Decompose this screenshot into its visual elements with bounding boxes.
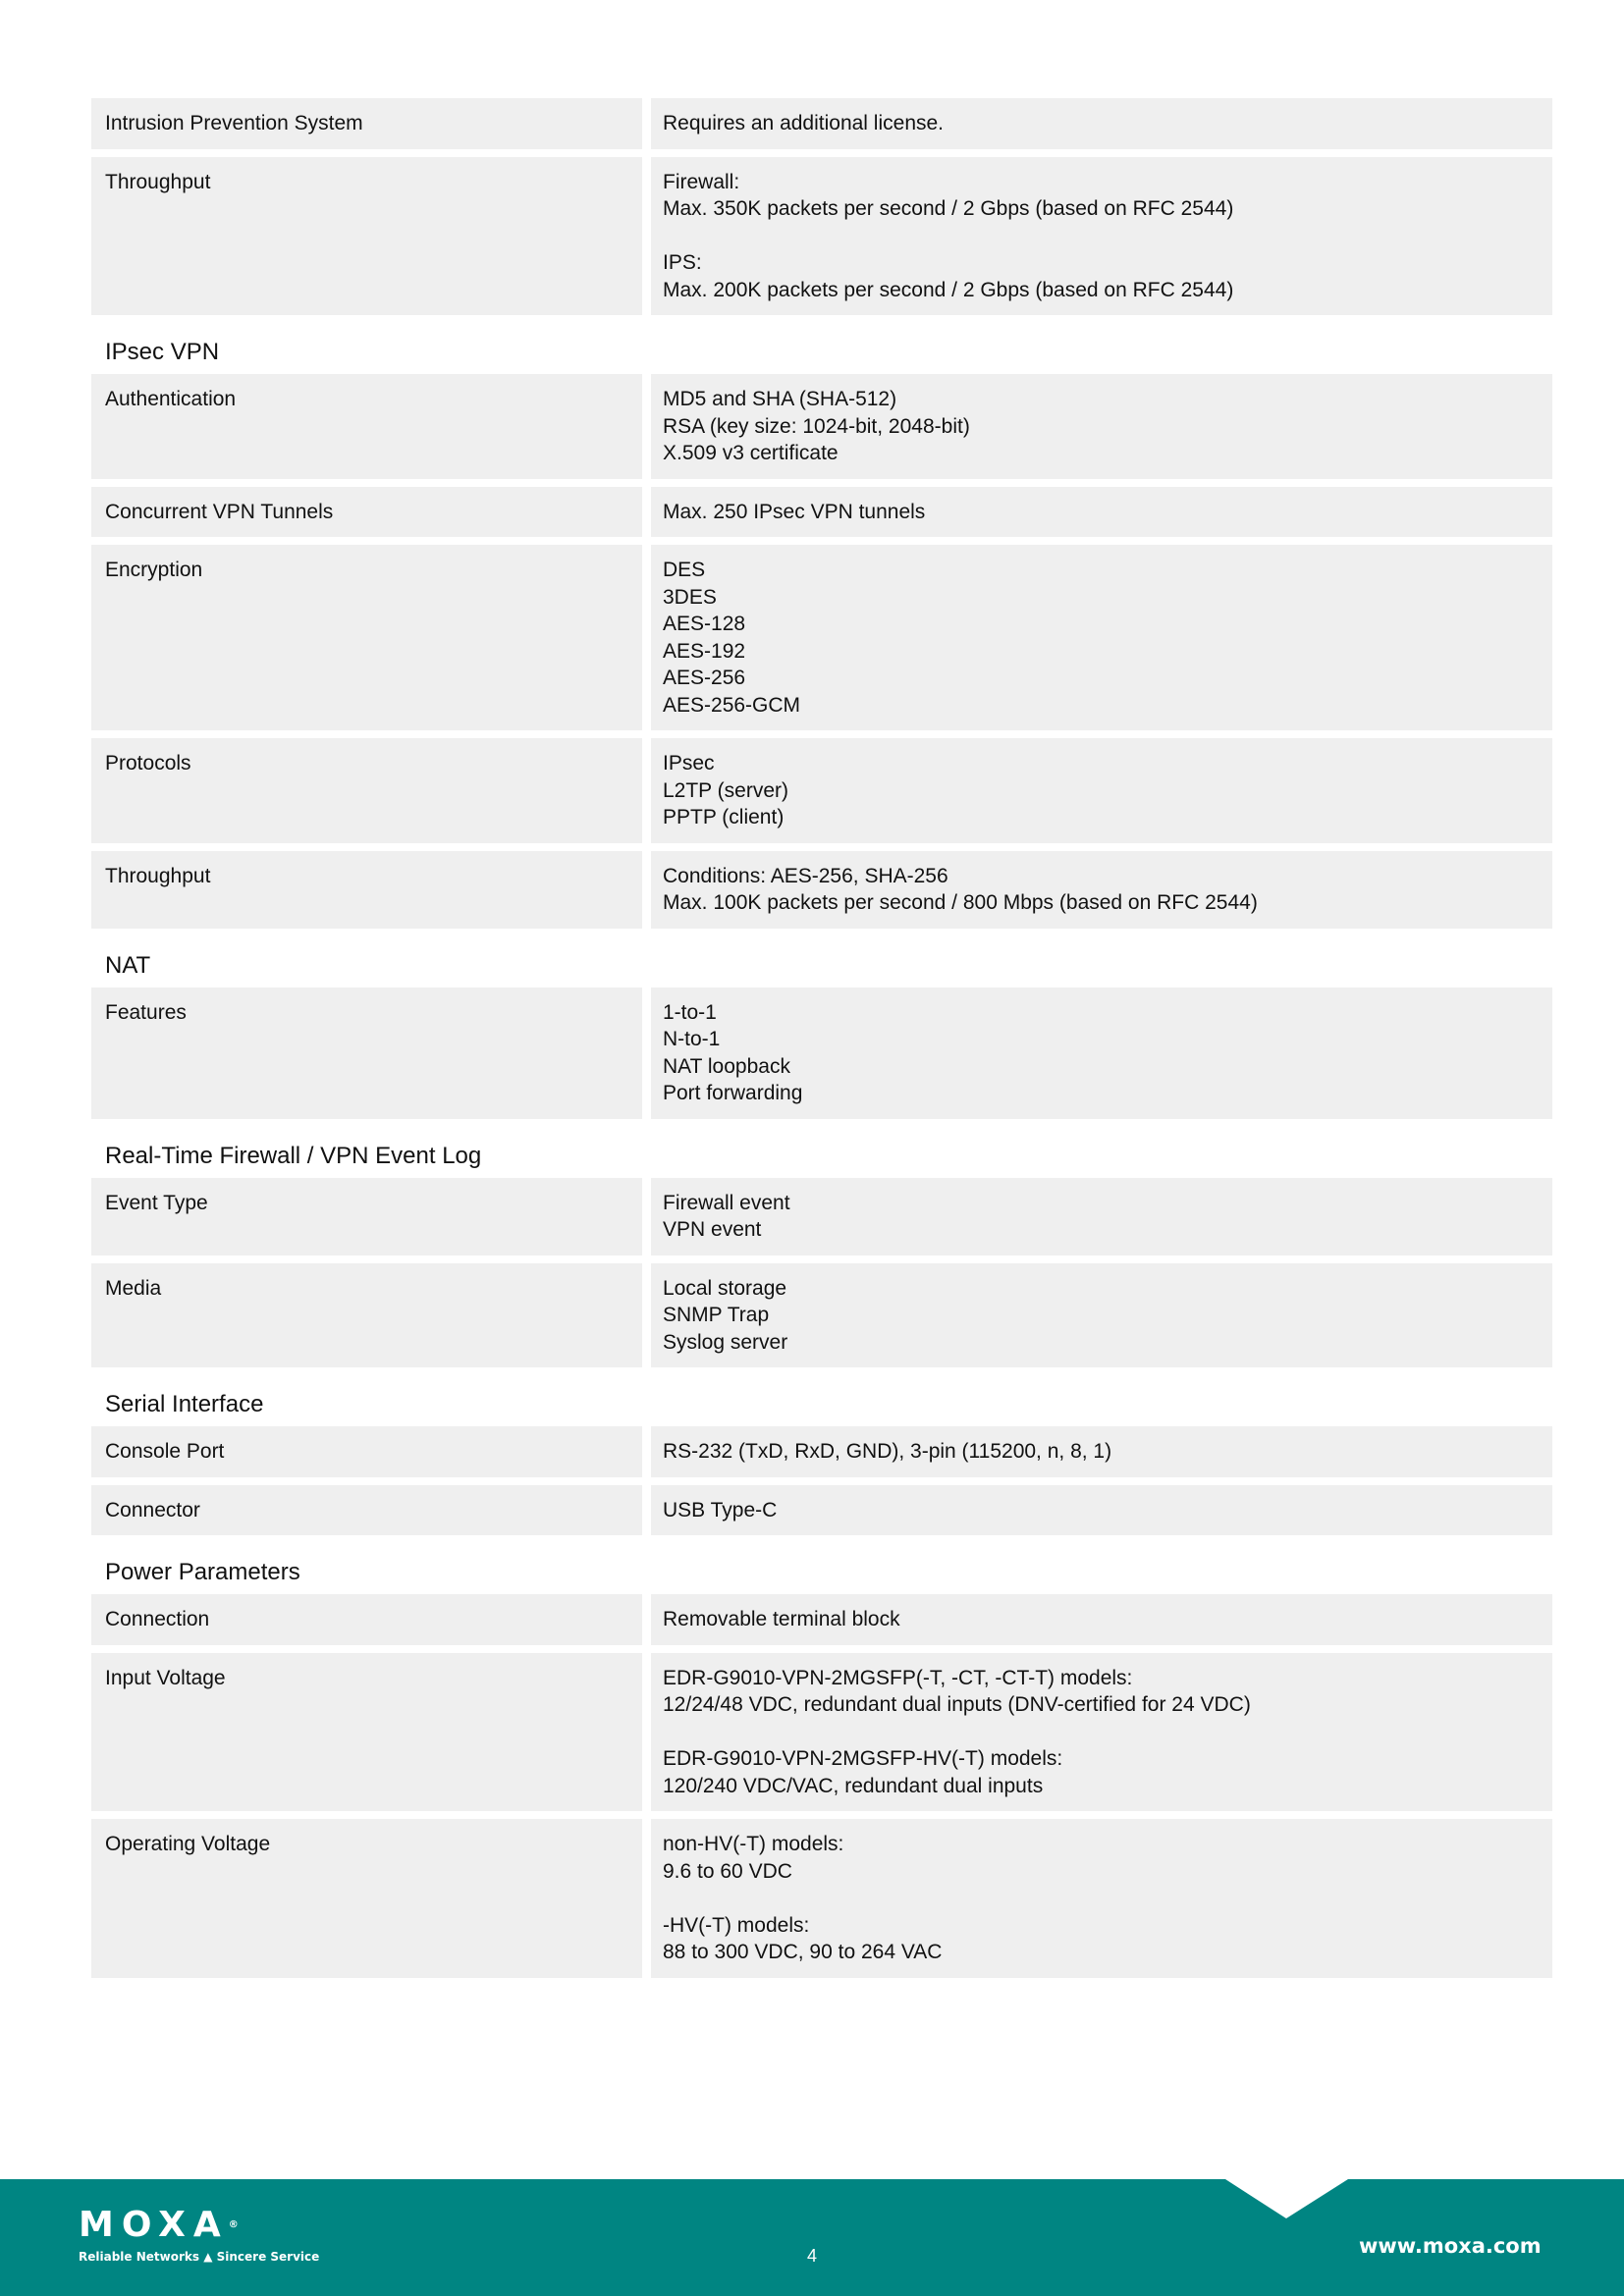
spec-value [651,1819,1552,1978]
spec-value-line: RS-232 (TxD, RxD, GND), 3-pin (115200, n, 8, 1) [663,1440,1112,1463]
spec-value-line: N-to-1 [663,1028,721,1050]
spec-value-line: Conditions: AES-256, SHA-256 [663,864,948,887]
spec-row [91,545,1552,730]
spec-value-line: Max. 100K packets per second / 800 Mbps (based on RFC 2544) [663,891,1258,914]
spec-row [91,1594,1552,1645]
spec-value-line: -HV(-T) models: [663,1913,810,1937]
spec-value-line: Firewall event [663,1191,790,1214]
spec-value-line: RSA (key size: 1024-bit, 2048-bit) [663,414,970,438]
spec-label: Operating Voltage [91,1819,642,1978]
spec-label: Intrusion Prevention System [91,98,642,149]
spec-value-line: 12/24/48 VDC, redundant dual inputs (DNV-certified for 24 VDC) [663,1693,1251,1716]
spec-value-line: Requires an additional license. [663,112,945,134]
spec-value-line: IPsec [663,752,715,774]
spec-row [91,1263,1552,1368]
spec-value-line: Max. 350K packets per second / 2 Gbps (based on RFC 2544) [663,197,1234,220]
spec-value-line: DES [663,559,706,581]
section-heading: NAT [105,951,151,979]
spec-row [91,157,1552,316]
footer-notch [1225,2179,1348,2218]
spec-value-line: AES-192 [663,639,746,663]
section-heading: Real-Time Firewall / VPN Event Log [105,1142,482,1169]
spec-value-line: Local storage [663,1276,787,1300]
section-heading: Power Parameters [105,1559,300,1585]
spec-label: Console Port [91,1426,642,1477]
spec-value [651,1594,1552,1645]
spec-row [91,1426,1552,1477]
spec-value [651,374,1552,479]
spec-value-line: L2TP (server) [663,778,788,802]
spec-value-line: EDR-G9010-VPN-2MGSFP-HV(-T) models: [663,1747,1063,1770]
spec-label: Connection [91,1594,642,1645]
spec-value-line: IPS: [663,251,702,274]
spec-value-line [663,223,1539,250]
spec-label: Concurrent VPN Tunnels [91,487,642,538]
page-number: 4 [807,2246,818,2266]
spec-value [651,1178,1552,1255]
spec-value [651,738,1552,843]
spec-value-line [663,1885,1539,1912]
spec-row [91,738,1552,843]
spec-value-line: PPTP (client) [663,806,785,828]
spec-value [651,545,1552,730]
spec-label: Media [91,1263,642,1368]
spec-row [91,1178,1552,1255]
spec-row [91,487,1552,538]
spec-table [91,98,1552,1986]
spec-value-line: 88 to 300 VDC, 90 to 264 VAC [663,1941,943,1963]
spec-label: Authentication [91,374,642,479]
logo-tagline: Reliable Networks ▲ Sincere Service [79,2250,320,2264]
spec-label: Features [91,988,642,1119]
registered-mark: ® [228,2219,239,2230]
spec-value-line: SNMP Trap [663,1304,770,1326]
spec-value [651,988,1552,1119]
spec-label: Protocols [91,738,642,843]
spec-value-line: AES-256 [663,667,746,689]
moxa-logo [79,2205,320,2264]
spec-value [651,98,1552,149]
spec-value [651,1653,1552,1812]
spec-row [91,374,1552,479]
spec-value-line: MD5 and SHA (SHA-512) [663,388,897,410]
spec-value-line: Port forwarding [663,1082,803,1104]
spec-value-line: Max. 250 IPsec VPN tunnels [663,500,926,523]
spec-value-line: 1-to-1 [663,1000,717,1024]
logo-text: MOXA [79,2205,229,2245]
spec-label: Connector [91,1485,642,1536]
spec-row [91,98,1552,149]
spec-label: Encryption [91,545,642,730]
spec-value-line: 9.6 to 60 VDC [663,1859,792,1883]
section-heading: Serial Interface [105,1391,264,1417]
spec-row [91,851,1552,929]
spec-value-line: Firewall: [663,170,740,193]
spec-value-line: Syslog server [663,1330,788,1354]
spec-value [651,851,1552,929]
spec-value-line: NAT loopback [663,1054,790,1078]
spec-value-line: EDR-G9010-VPN-2MGSFP(-T, -CT, -CT-T) models: [663,1666,1133,1689]
spec-label: Input Voltage [91,1653,642,1812]
spec-row [91,1819,1552,1978]
spec-value-line [663,1719,1539,1746]
website-link[interactable]: www.moxa.com [1359,2234,1542,2258]
spec-value-line: Max. 200K packets per second / 2 Gbps (based on RFC 2544) [663,278,1234,301]
spec-value-line: 120/240 VDC/VAC, redundant dual inputs [663,1774,1044,1797]
spec-label: Throughput [91,851,642,929]
spec-value-line: X.509 v3 certificate [663,442,839,464]
spec-value [651,1485,1552,1536]
spec-value [651,1263,1552,1368]
spec-value-line: AES-256-GCM [663,693,801,717]
spec-label: Throughput [91,157,642,316]
spec-row [91,988,1552,1119]
spec-value-line: 3DES [663,585,717,609]
spec-value-line: Removable terminal block [663,1608,900,1630]
spec-value-line: AES-128 [663,613,746,635]
spec-value-line: USB Type-C [663,1498,778,1522]
spec-value [651,157,1552,316]
logo-wordmark [79,2205,319,2245]
spec-value [651,487,1552,538]
section-heading: IPsec VPN [105,339,220,365]
spec-value-line: VPN event [663,1218,762,1241]
spec-row [91,1653,1552,1812]
spec-value-line: non-HV(-T) models: [663,1833,844,1855]
spec-row [91,1485,1552,1536]
spec-value [651,1426,1552,1477]
spec-label: Event Type [91,1178,642,1255]
